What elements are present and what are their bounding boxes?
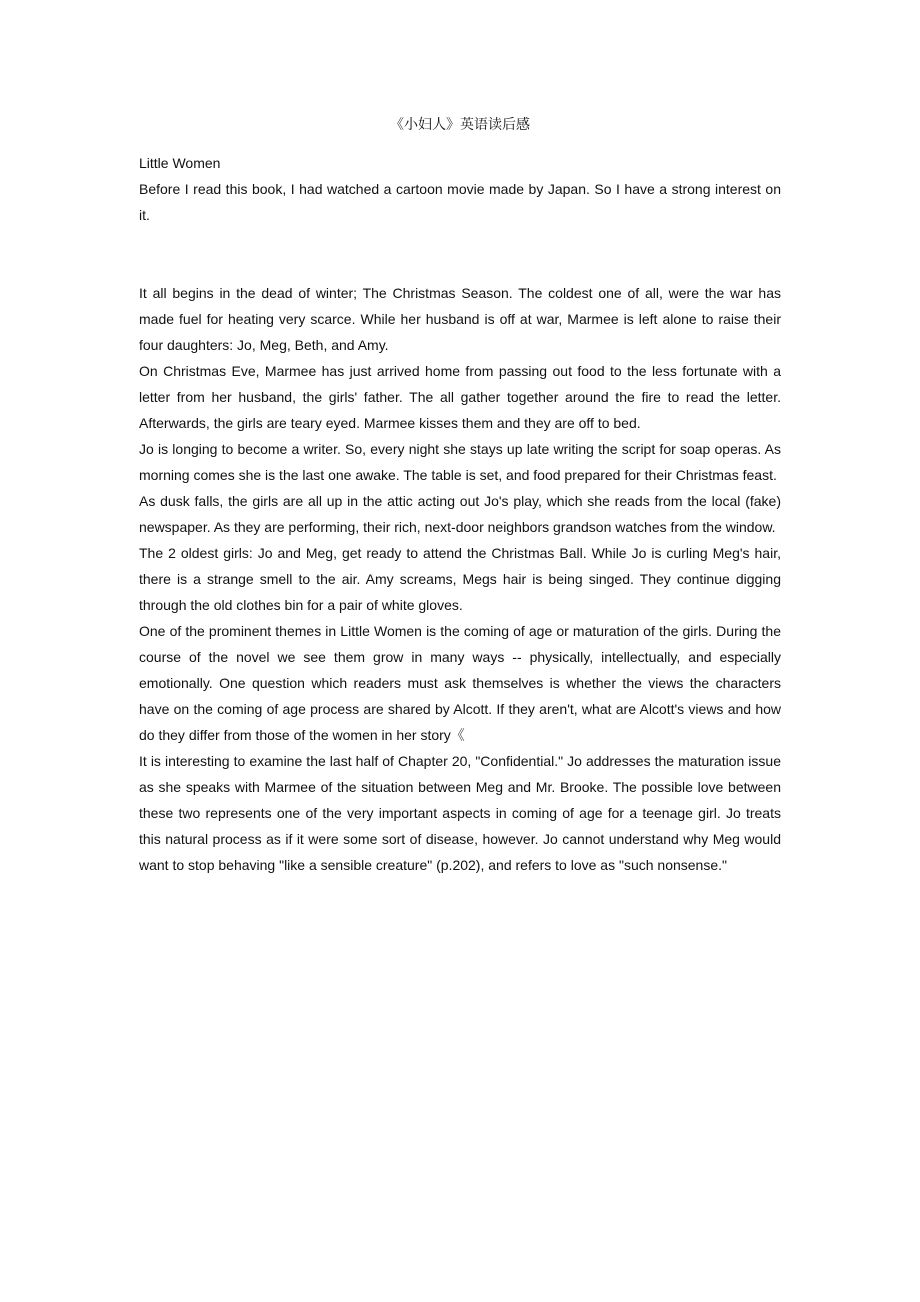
- intro-paragraph: Before I read this book, I had watched a cartoon movie made by Japan. So I have a strong interest on it.: [139, 181, 781, 223]
- body-paragraph-5: The 2 oldest girls: Jo and Meg, get ready to attend the Christmas Ball. While Jo is curling Meg's hair, there is a strange smell to the air. Amy screams, Megs hair is being singed. They continue digging through the old clothes bin for a pair of white gloves.: [139, 545, 781, 613]
- paragraph-spacer: [139, 228, 781, 280]
- body-paragraph-1: It all begins in the dead of winter; The Christmas Season. The coldest one of all, were the war has made fuel for heating very scarce. While her husband is off at war, Marmee is left alone to raise their four daughters: Jo, Meg, Beth, and Amy.: [139, 285, 781, 353]
- body-paragraph-2: On Christmas Eve, Marmee has just arrived home from passing out food to the less fortunate with a letter from her husband, the girls' father. The all gather together around the fire to read the letter. Afterwards, the girls are teary eyed. Marmee kisses them and they are off to bed.: [139, 363, 781, 431]
- document-title: 《小妇人》英语读后感: [390, 117, 530, 133]
- document-body: [139, 150, 781, 878]
- body-paragraph-6: One of the prominent themes in Little Women is the coming of age or maturation of the girls. During the course of the novel we see them grow in many ways -- physically, intellectually, and especially emotionally. One question which readers must ask themselves is whether the views the characters have on the coming of age process are shared by Alcott. If they aren't, what are Alcott's views and how do they differ from those of the women in her story《: [139, 623, 781, 743]
- body-paragraph-7: It is interesting to examine the last half of Chapter 20, "Confidential." Jo addresses the maturation issue as she speaks with Marmee of the situation between Meg and Mr. Brooke. The possible love between these two represents one of the very important aspects in coming of age for a teenage girl. Jo treats this natural process as if it were some sort of disease, however. Jo cannot understand why Meg would want to stop behaving "like a sensible creature" (p.202), and refers to love as "such nonsense.": [139, 753, 781, 873]
- document-subtitle: Little Women: [139, 155, 221, 171]
- body-paragraph-4: As dusk falls, the girls are all up in the attic acting out Jo's play, which she reads from the local (fake) newspaper. As they are performing, their rich, next-door neighbors grandson watches from the window.: [139, 493, 781, 535]
- body-paragraph-3: Jo is longing to become a writer. So, every night she stays up late writing the script for soap operas. As morning comes she is the last one awake. The table is set, and food prepared for their Christmas feast.: [139, 441, 781, 483]
